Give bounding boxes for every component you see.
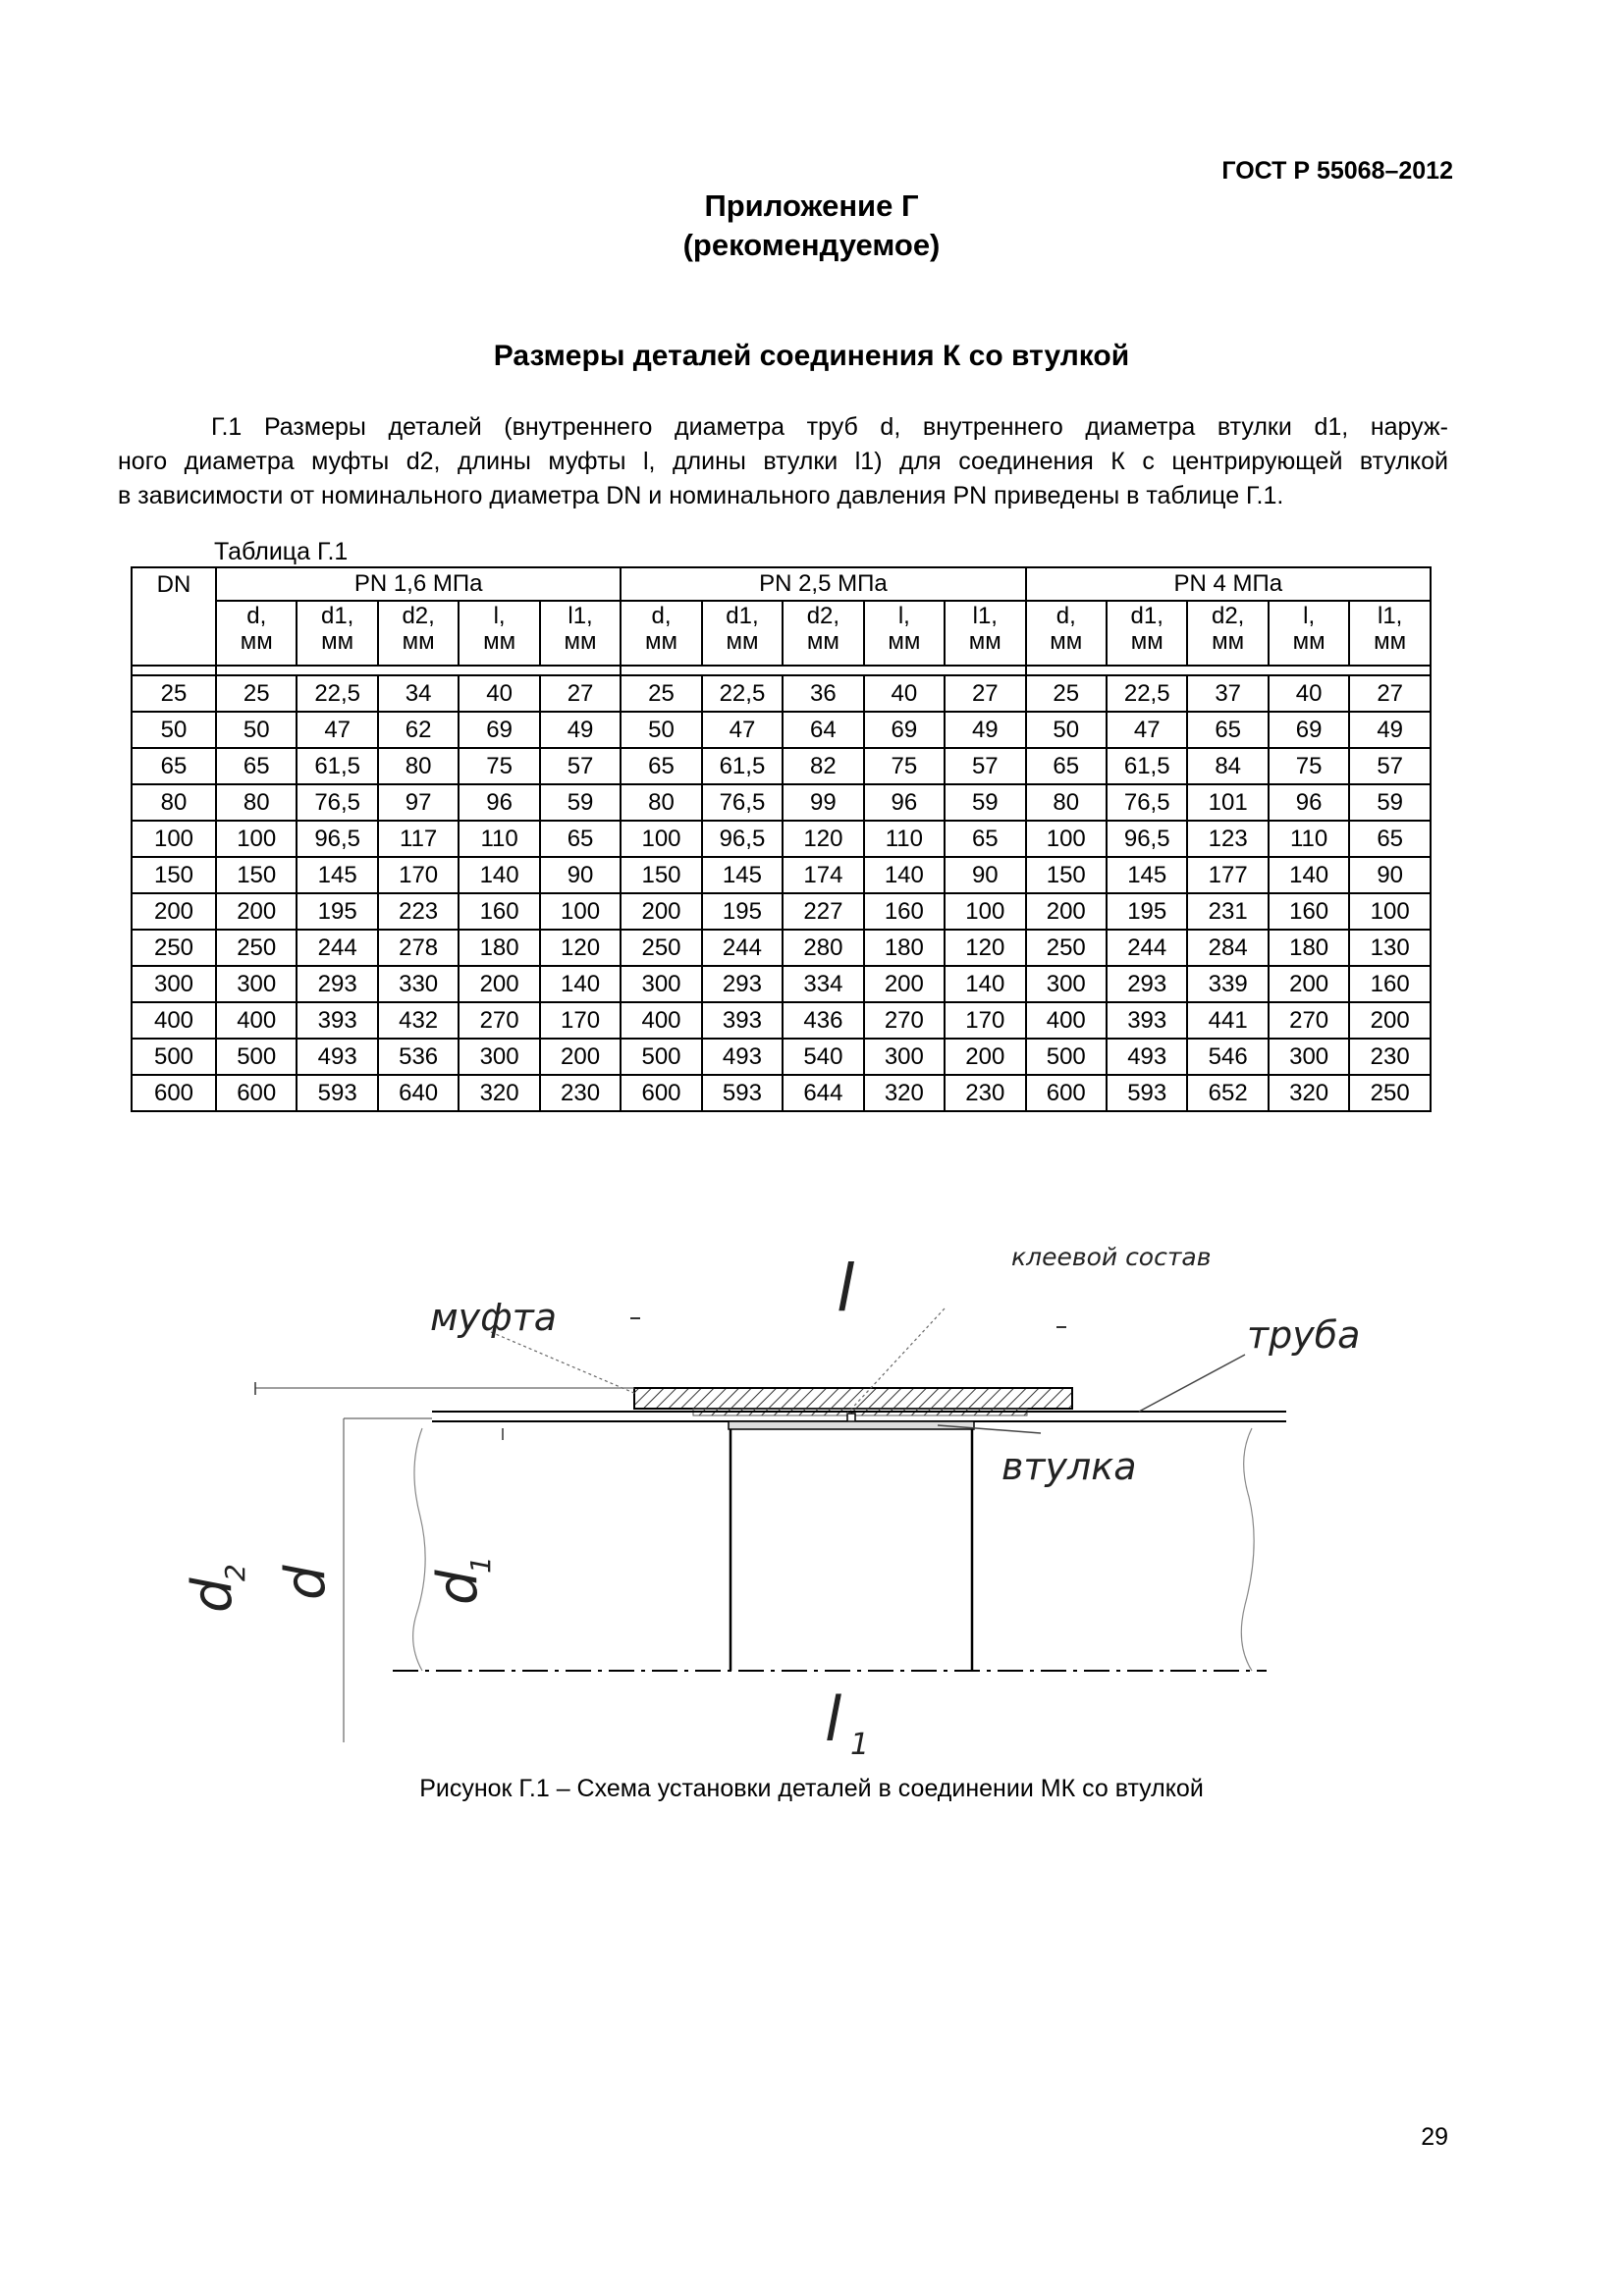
table-cell: 493 bbox=[702, 1039, 783, 1075]
table-cell: 223 bbox=[378, 893, 459, 930]
table-row bbox=[132, 748, 1431, 784]
page-number: 29 bbox=[1421, 2123, 1448, 2151]
table-cell: 65 bbox=[216, 748, 297, 784]
table-caption: Таблица Г.1 bbox=[214, 538, 349, 565]
table-cell: 600 bbox=[216, 1075, 297, 1111]
column-unit: мм bbox=[1050, 628, 1083, 655]
table-cell: 96,5 bbox=[1107, 821, 1187, 857]
column-unit: мм bbox=[806, 628, 839, 655]
table-row bbox=[132, 675, 1431, 712]
table-cell: 270 bbox=[459, 1002, 539, 1039]
label-d1 bbox=[426, 1556, 497, 1605]
table-cell: 57 bbox=[1349, 748, 1431, 784]
table-cell: 75 bbox=[459, 748, 539, 784]
table-cell: 593 bbox=[702, 1075, 783, 1111]
table-cell: 90 bbox=[1349, 857, 1431, 893]
table-cell: 334 bbox=[783, 966, 863, 1002]
table-cell: 65 bbox=[1187, 712, 1268, 748]
table-cell: 300 bbox=[1269, 1039, 1349, 1075]
column-name: l1, bbox=[972, 603, 998, 629]
dn-cell: 80 bbox=[132, 784, 216, 821]
table-cell: 37 bbox=[1187, 675, 1268, 712]
coupling-leader bbox=[491, 1332, 636, 1394]
table-cell: 40 bbox=[1269, 675, 1349, 712]
column-header bbox=[540, 601, 621, 666]
label-l: l bbox=[837, 1251, 855, 1326]
table-cell: 593 bbox=[1107, 1075, 1187, 1111]
table-cell: 75 bbox=[864, 748, 945, 784]
table-cell: 300 bbox=[621, 966, 701, 1002]
column-name: d2, bbox=[402, 603, 435, 629]
table-row bbox=[132, 1039, 1431, 1075]
table-cell: 100 bbox=[945, 893, 1025, 930]
table-cell: 150 bbox=[1026, 857, 1107, 893]
table-cell: 100 bbox=[1349, 893, 1431, 930]
paragraph-line-3: в зависимости от номинального диаметра DN и номинального давления PN приведены в таблице Г.1. bbox=[118, 482, 1284, 509]
table-cell: 76,5 bbox=[1107, 784, 1187, 821]
table-cell: 76,5 bbox=[702, 784, 783, 821]
column-name: l, bbox=[1303, 603, 1316, 629]
table-cell: 40 bbox=[864, 675, 945, 712]
table-cell: 160 bbox=[1349, 966, 1431, 1002]
table-cell: 80 bbox=[1026, 784, 1107, 821]
table-cell: 231 bbox=[1187, 893, 1268, 930]
dn-header: DN bbox=[132, 567, 216, 666]
column-unit: мм bbox=[968, 628, 1001, 655]
column-unit: мм bbox=[726, 628, 759, 655]
dn-cell: 50 bbox=[132, 712, 216, 748]
table-cell: 123 bbox=[1187, 821, 1268, 857]
table-cell: 230 bbox=[1349, 1039, 1431, 1075]
table-cell: 270 bbox=[1269, 1002, 1349, 1039]
table-cell: 59 bbox=[1349, 784, 1431, 821]
table-cell: 25 bbox=[1026, 675, 1107, 712]
table-cell: 100 bbox=[621, 821, 701, 857]
table-cell: 62 bbox=[378, 712, 459, 748]
table-cell: 69 bbox=[459, 712, 539, 748]
table-cell: 170 bbox=[945, 1002, 1025, 1039]
table-cell: 160 bbox=[1269, 893, 1349, 930]
table-cell: 145 bbox=[1107, 857, 1187, 893]
column-unit: мм bbox=[240, 628, 273, 655]
table-cell: 80 bbox=[216, 784, 297, 821]
table-cell: 140 bbox=[1269, 857, 1349, 893]
column-header bbox=[1269, 601, 1349, 666]
dn-cell: 100 bbox=[132, 821, 216, 857]
table-cell: 174 bbox=[783, 857, 863, 893]
table-cell: 640 bbox=[378, 1075, 459, 1111]
table-cell: 22,5 bbox=[1107, 675, 1187, 712]
table-cell: 436 bbox=[783, 1002, 863, 1039]
table-cell: 110 bbox=[459, 821, 539, 857]
table-cell: 49 bbox=[945, 712, 1025, 748]
table-cell: 100 bbox=[540, 893, 621, 930]
column-header bbox=[1026, 601, 1107, 666]
table-row bbox=[132, 784, 1431, 821]
label-coupling: муфта bbox=[430, 1296, 558, 1339]
dn-cell: 500 bbox=[132, 1039, 216, 1075]
table-cell: 49 bbox=[540, 712, 621, 748]
table-row bbox=[132, 1002, 1431, 1039]
column-name: d2, bbox=[1211, 603, 1245, 629]
column-name: d1, bbox=[726, 603, 759, 629]
table-cell: 130 bbox=[1349, 930, 1431, 966]
table-cell: 27 bbox=[945, 675, 1025, 712]
column-name: d, bbox=[246, 603, 267, 629]
table-cell: 50 bbox=[216, 712, 297, 748]
table-cell: 500 bbox=[1026, 1039, 1107, 1075]
appendix-title: Приложение Г bbox=[704, 188, 919, 223]
table-cell: 400 bbox=[1026, 1002, 1107, 1039]
table-cell: 96,5 bbox=[297, 821, 377, 857]
table-cell: 250 bbox=[1026, 930, 1107, 966]
table-cell: 180 bbox=[1269, 930, 1349, 966]
table-cell: 284 bbox=[1187, 930, 1268, 966]
dn-cell: 600 bbox=[132, 1075, 216, 1111]
table-cell: 57 bbox=[540, 748, 621, 784]
column-name: d1, bbox=[1130, 603, 1163, 629]
table-cell: 50 bbox=[1026, 712, 1107, 748]
table-cell: 145 bbox=[702, 857, 783, 893]
table-cell: 393 bbox=[297, 1002, 377, 1039]
dn-cell: 25 bbox=[132, 675, 216, 712]
paragraph-line-1: Г.1 Размеры деталей (внутреннего диаметра труб d, внутреннего диаметра втулки d1, наруж- bbox=[211, 413, 1448, 441]
table-cell: 644 bbox=[783, 1075, 863, 1111]
column-unit: мм bbox=[402, 628, 435, 655]
table-cell: 330 bbox=[378, 966, 459, 1002]
column-unit: мм bbox=[321, 628, 354, 655]
table-cell: 25 bbox=[621, 675, 701, 712]
table-cell: 80 bbox=[621, 784, 701, 821]
table-cell: 160 bbox=[459, 893, 539, 930]
sleeve-band bbox=[729, 1421, 974, 1429]
table-cell: 76,5 bbox=[297, 784, 377, 821]
table-cell: 300 bbox=[864, 1039, 945, 1075]
table-cell: 293 bbox=[297, 966, 377, 1002]
table-cell: 27 bbox=[540, 675, 621, 712]
svg-text:1: 1 bbox=[464, 1556, 497, 1574]
table-cell: 250 bbox=[1349, 1075, 1431, 1111]
document-code: ГОСТ Р 55068–2012 bbox=[1221, 157, 1453, 185]
label-sleeve: втулка bbox=[1001, 1445, 1137, 1488]
column-name: l1, bbox=[568, 603, 593, 629]
table-cell: 90 bbox=[945, 857, 1025, 893]
table-cell: 278 bbox=[378, 930, 459, 966]
group-header: PN 4 МПа bbox=[1026, 567, 1431, 601]
table-cell: 244 bbox=[1107, 930, 1187, 966]
column-header bbox=[1349, 601, 1431, 666]
table-cell: 500 bbox=[621, 1039, 701, 1075]
table-cell: 432 bbox=[378, 1002, 459, 1039]
table-cell: 36 bbox=[783, 675, 863, 712]
table-cell: 195 bbox=[297, 893, 377, 930]
table-cell: 600 bbox=[1026, 1075, 1107, 1111]
label-l1 bbox=[825, 1683, 869, 1762]
pipe-leader bbox=[1139, 1355, 1245, 1412]
table-cell: 120 bbox=[540, 930, 621, 966]
table-cell: 25 bbox=[216, 675, 297, 712]
table-cell: 65 bbox=[1026, 748, 1107, 784]
table-cell: 320 bbox=[1269, 1075, 1349, 1111]
table-cell: 110 bbox=[1269, 821, 1349, 857]
intro-paragraph bbox=[118, 410, 1448, 513]
table-cell: 140 bbox=[945, 966, 1025, 1002]
table-cell: 90 bbox=[540, 857, 621, 893]
table-cell: 96 bbox=[459, 784, 539, 821]
table-cell: 200 bbox=[621, 893, 701, 930]
table-cell: 536 bbox=[378, 1039, 459, 1075]
table-cell: 34 bbox=[378, 675, 459, 712]
section-title: Размеры деталей соединения К со втулкой bbox=[493, 340, 1130, 372]
dimensions-table bbox=[131, 566, 1432, 1112]
table-cell: 230 bbox=[945, 1075, 1025, 1111]
table-cell: 65 bbox=[621, 748, 701, 784]
table-cell: 97 bbox=[378, 784, 459, 821]
table-cell: 280 bbox=[783, 930, 863, 966]
dn-cell: 300 bbox=[132, 966, 216, 1002]
table-cell: 61,5 bbox=[1107, 748, 1187, 784]
paragraph-line-2: ного диаметра муфты d2, длины муфты l, длины втулки l1) для соединения К с центрирующей втулкой bbox=[118, 448, 1448, 475]
table-cell: 65 bbox=[540, 821, 621, 857]
table-cell: 546 bbox=[1187, 1039, 1268, 1075]
svg-text:d: d bbox=[274, 1565, 338, 1600]
table-cell: 339 bbox=[1187, 966, 1268, 1002]
table-cell: 250 bbox=[216, 930, 297, 966]
table-cell: 300 bbox=[1026, 966, 1107, 1002]
table-cell: 59 bbox=[540, 784, 621, 821]
table-cell: 200 bbox=[216, 893, 297, 930]
table-cell: 100 bbox=[216, 821, 297, 857]
table-cell: 140 bbox=[540, 966, 621, 1002]
group-header: PN 1,6 МПа bbox=[216, 567, 621, 601]
table-row bbox=[132, 966, 1431, 1002]
table-cell: 177 bbox=[1187, 857, 1268, 893]
table-cell: 120 bbox=[783, 821, 863, 857]
column-unit: мм bbox=[1212, 628, 1245, 655]
column-header bbox=[621, 601, 701, 666]
svg-text:2: 2 bbox=[219, 1564, 251, 1581]
table-cell: 50 bbox=[621, 712, 701, 748]
column-unit: мм bbox=[483, 628, 516, 655]
table-row bbox=[132, 930, 1431, 966]
table-cell: 61,5 bbox=[297, 748, 377, 784]
column-header bbox=[1107, 601, 1187, 666]
table-cell: 293 bbox=[1107, 966, 1187, 1002]
table-cell: 244 bbox=[297, 930, 377, 966]
dn-cell: 250 bbox=[132, 930, 216, 966]
table-cell: 200 bbox=[945, 1039, 1025, 1075]
svg-text:d: d bbox=[426, 1570, 490, 1605]
table-cell: 47 bbox=[1107, 712, 1187, 748]
column-name: l, bbox=[493, 603, 506, 629]
column-name: l1, bbox=[1377, 603, 1403, 629]
table-cell: 593 bbox=[297, 1075, 377, 1111]
column-name: d, bbox=[1055, 603, 1076, 629]
table-cell: 320 bbox=[864, 1075, 945, 1111]
table-cell: 230 bbox=[540, 1075, 621, 1111]
table-cell: 49 bbox=[1349, 712, 1431, 748]
table-row bbox=[132, 821, 1431, 857]
table-cell: 200 bbox=[864, 966, 945, 1002]
table-cell: 84 bbox=[1187, 748, 1268, 784]
table-cell: 250 bbox=[621, 930, 701, 966]
table-cell: 300 bbox=[459, 1039, 539, 1075]
table-cell: 27 bbox=[1349, 675, 1431, 712]
figure-caption: Рисунок Г.1 – Схема установки деталей в соединении МК со втулкой bbox=[419, 1775, 1204, 1802]
table-cell: 82 bbox=[783, 748, 863, 784]
table-cell: 96,5 bbox=[702, 821, 783, 857]
table-cell: 96 bbox=[864, 784, 945, 821]
column-name: d, bbox=[651, 603, 672, 629]
table-cell: 652 bbox=[1187, 1075, 1268, 1111]
appendix-subtitle: (рекомендуемое) bbox=[682, 228, 941, 262]
table-cell: 200 bbox=[459, 966, 539, 1002]
installation-diagram bbox=[157, 1232, 1375, 1762]
table-cell: 540 bbox=[783, 1039, 863, 1075]
label-adhesive: клеевой состав bbox=[1011, 1243, 1212, 1271]
table-cell: 160 bbox=[864, 893, 945, 930]
dn-cell: 200 bbox=[132, 893, 216, 930]
table-cell: 150 bbox=[621, 857, 701, 893]
dn-cell: 400 bbox=[132, 1002, 216, 1039]
table-cell: 69 bbox=[1269, 712, 1349, 748]
column-name: l, bbox=[897, 603, 910, 629]
table-cell: 170 bbox=[540, 1002, 621, 1039]
table-cell: 22,5 bbox=[297, 675, 377, 712]
table-cell: 64 bbox=[783, 712, 863, 748]
coupling-shape bbox=[634, 1388, 1072, 1409]
column-header bbox=[378, 601, 459, 666]
table-cell: 80 bbox=[378, 748, 459, 784]
table-cell: 100 bbox=[1026, 821, 1107, 857]
table-cell: 393 bbox=[1107, 1002, 1187, 1039]
table-cell: 140 bbox=[864, 857, 945, 893]
group-header: PN 2,5 МПа bbox=[621, 567, 1025, 601]
table-cell: 65 bbox=[945, 821, 1025, 857]
table-cell: 180 bbox=[864, 930, 945, 966]
table-cell: 47 bbox=[297, 712, 377, 748]
table-cell: 293 bbox=[702, 966, 783, 1002]
table-cell: 170 bbox=[378, 857, 459, 893]
table-cell: 120 bbox=[945, 930, 1025, 966]
table-cell: 493 bbox=[297, 1039, 377, 1075]
table-cell: 400 bbox=[621, 1002, 701, 1039]
table-cell: 65 bbox=[1349, 821, 1431, 857]
column-unit: мм bbox=[564, 628, 597, 655]
table-cell: 200 bbox=[1269, 966, 1349, 1002]
table-cell: 145 bbox=[297, 857, 377, 893]
column-header bbox=[297, 601, 377, 666]
table-cell: 57 bbox=[945, 748, 1025, 784]
label-d2 bbox=[181, 1564, 251, 1613]
table-cell: 227 bbox=[783, 893, 863, 930]
column-header bbox=[702, 601, 783, 666]
column-header bbox=[945, 601, 1025, 666]
column-header bbox=[459, 601, 539, 666]
table-cell: 300 bbox=[216, 966, 297, 1002]
table-cell: 69 bbox=[864, 712, 945, 748]
table-cell: 200 bbox=[1349, 1002, 1431, 1039]
table-cell: 244 bbox=[702, 930, 783, 966]
table-cell: 195 bbox=[702, 893, 783, 930]
column-unit: мм bbox=[644, 628, 677, 655]
table-cell: 393 bbox=[702, 1002, 783, 1039]
table-cell: 200 bbox=[1026, 893, 1107, 930]
table-cell: 101 bbox=[1187, 784, 1268, 821]
column-unit: мм bbox=[888, 628, 921, 655]
column-unit: мм bbox=[1292, 628, 1325, 655]
table-cell: 61,5 bbox=[702, 748, 783, 784]
label-d bbox=[274, 1565, 338, 1600]
table-cell: 47 bbox=[702, 712, 783, 748]
column-name: d2, bbox=[806, 603, 840, 629]
table-cell: 40 bbox=[459, 675, 539, 712]
column-unit: мм bbox=[1130, 628, 1163, 655]
table-cell: 180 bbox=[459, 930, 539, 966]
table-cell: 195 bbox=[1107, 893, 1187, 930]
svg-text:1: 1 bbox=[850, 1728, 870, 1762]
table-cell: 99 bbox=[783, 784, 863, 821]
table-cell: 110 bbox=[864, 821, 945, 857]
table-cell: 493 bbox=[1107, 1039, 1187, 1075]
table-cell: 59 bbox=[945, 784, 1025, 821]
column-unit: мм bbox=[1374, 628, 1407, 655]
table-cell: 22,5 bbox=[702, 675, 783, 712]
column-header bbox=[216, 601, 297, 666]
column-header bbox=[864, 601, 945, 666]
dn-cell: 150 bbox=[132, 857, 216, 893]
table-cell: 600 bbox=[621, 1075, 701, 1111]
column-name: d1, bbox=[320, 603, 354, 629]
svg-text:l: l bbox=[825, 1683, 842, 1755]
column-header bbox=[1187, 601, 1268, 666]
table-cell: 150 bbox=[216, 857, 297, 893]
dn-cell: 65 bbox=[132, 748, 216, 784]
table-row bbox=[132, 893, 1431, 930]
table-cell: 140 bbox=[459, 857, 539, 893]
table-cell: 96 bbox=[1269, 784, 1349, 821]
table-cell: 117 bbox=[378, 821, 459, 857]
table-cell: 270 bbox=[864, 1002, 945, 1039]
table-cell: 320 bbox=[459, 1075, 539, 1111]
column-header bbox=[783, 601, 863, 666]
table-row bbox=[132, 857, 1431, 893]
table-row bbox=[132, 1075, 1431, 1111]
label-pipe: труба bbox=[1247, 1313, 1361, 1357]
table-cell: 75 bbox=[1269, 748, 1349, 784]
table-cell: 200 bbox=[540, 1039, 621, 1075]
table-cell: 441 bbox=[1187, 1002, 1268, 1039]
table-cell: 500 bbox=[216, 1039, 297, 1075]
table-cell: 400 bbox=[216, 1002, 297, 1039]
table-row bbox=[132, 712, 1431, 748]
svg-text:d: d bbox=[181, 1577, 244, 1613]
